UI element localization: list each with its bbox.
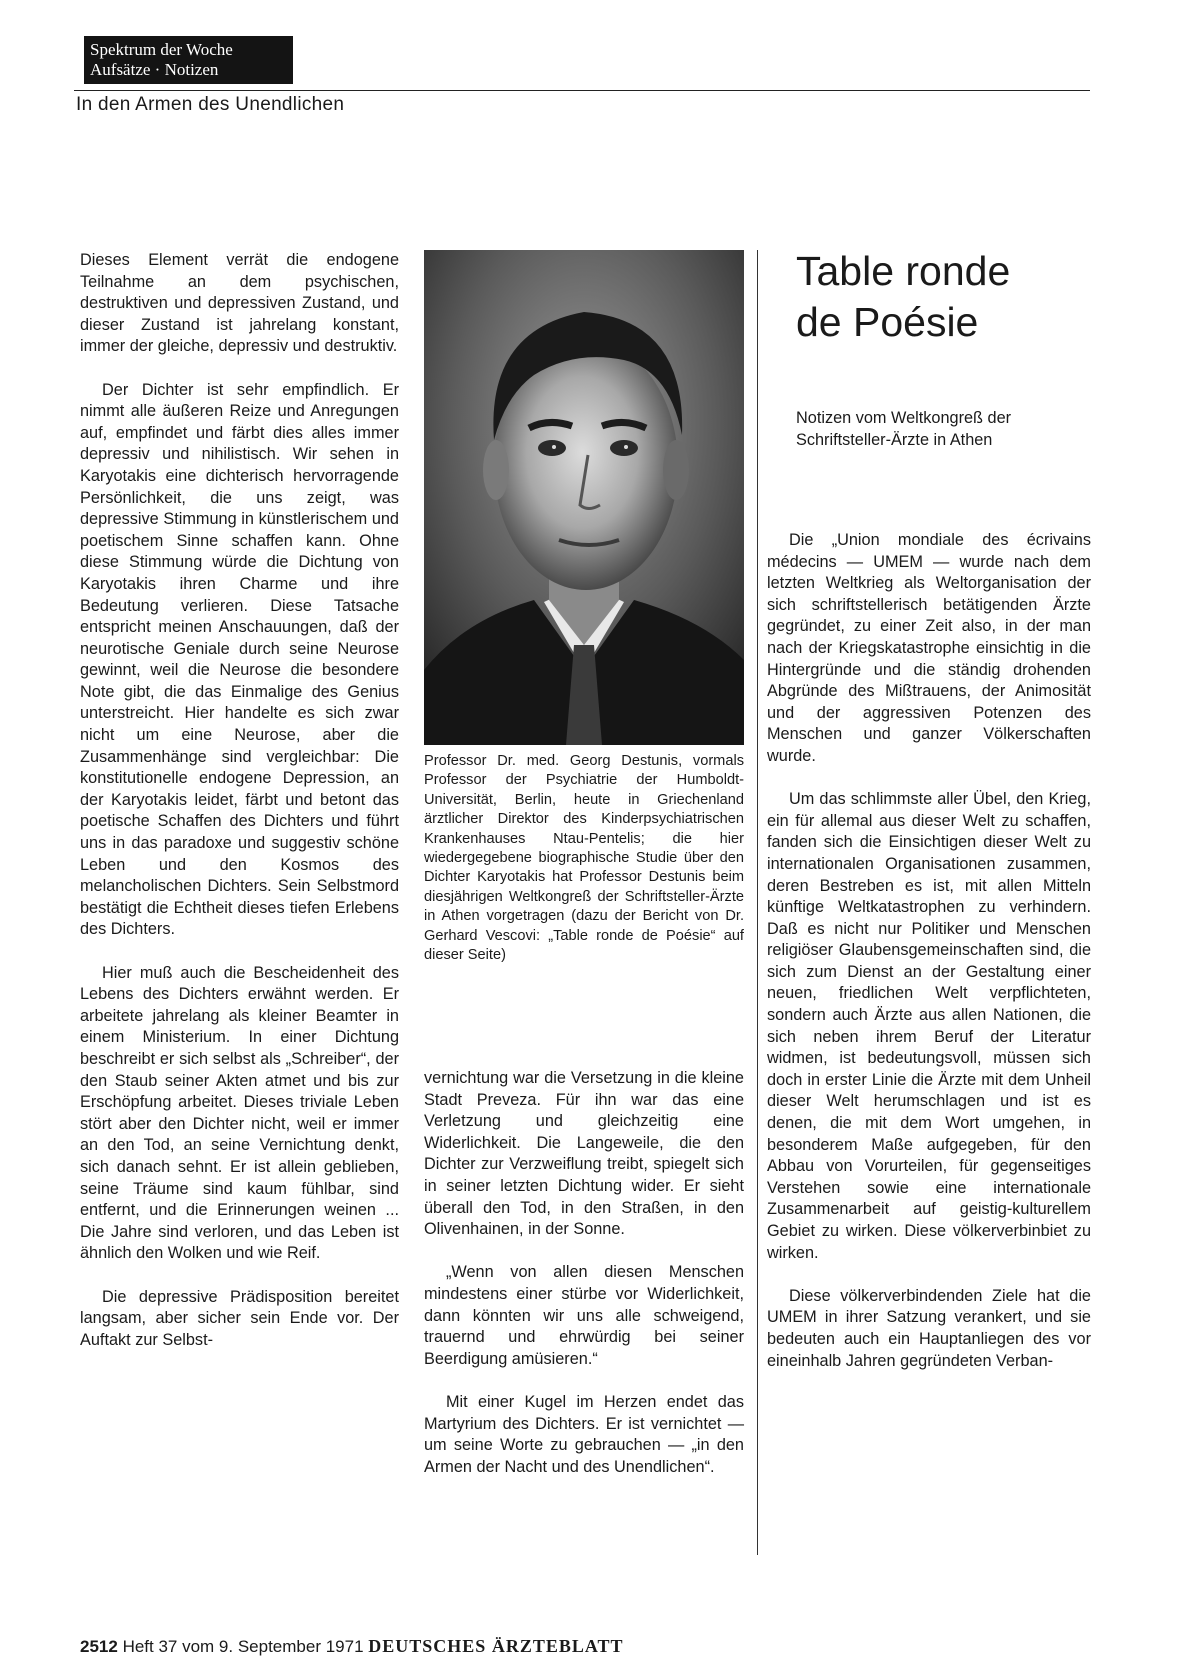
publication-name: DEUTSCHES ÄRZTEBLATT <box>368 1636 624 1656</box>
column1-paragraph: Dieses Element verrät die endogene Teilnahme an dem psychischen, destruktiven und depressiven Zustand, und dieser Zustand ist jahrelang konstant, immer der gleiche, depressiv und destruktiv. <box>80 251 399 356</box>
column-3 <box>767 530 1091 1394</box>
section-label-box <box>84 36 293 84</box>
column-divider <box>757 250 758 1555</box>
page-number: 2512 <box>80 1637 118 1656</box>
column2-paragraph: „Wenn von allen diesen Menschen mindestens einer stürbe vor Widerlichkeit, dann könnten wir uns alle schweigend, trauernd und ehrwürdig bei seiner Beerdigung amüsieren.“ <box>424 1263 744 1368</box>
photo-caption: Professor Dr. med. Georg Destunis, vormals Professor der Psychiatrie der Humboldt-Universität, Berlin, heute in Griechenland ärztlicher Direktor des Kinderpsychiatrischen Krankenhauses Ntau-Pentelis; die hier wiedergegebene biographische Studie über den Dichter Karyotakis hat Professor Destunis beim diesjährigen Weltkongreß der Schriftsteller-Ärzte in Athen vorgetragen (dazu der Bericht von Dr. Gerhard Vescovi: „Table ronde de Poésie“ auf dieser Seite) <box>424 753 744 964</box>
page-header-title: In den Armen des Unendlichen <box>76 94 345 115</box>
column1-paragraph: Der Dichter ist sehr empfindlich. Er nimmt alle äußeren Reize und Anregungen auf, empfindet und färbt dies alles immer depressiv und nihilistisch. Wir sehen in Karyotakis eine dichterisch hervorragende Persönlichkeit, die uns zeigt, was depressive Stimmung in künstlerischem und poetischem Sinne schaffen kann. Ohne diese Stimmung würde die Dichtung von Karyotakis ihren Charme und ihre Bedeutung verlieren. Diese Tatsache entspricht meinen Anschauungen, daß der neurotische Geniale durch seine Neurose gewinnt, weil die Neurose die besondere Note gibt, die das Einmalige des Genius unterstreicht. Hier handelte es sich zwar nicht um eine Neurose, aber die Zusammenhänge sind vergleichbar: Die konstitutionelle endogene Depression, an der Karyotakis leidet, färbt und betont das poetische Schaffen des Dichters und führt uns in das paradoxe und suggestiv schöne Leben und den Kosmos des melancholischen Dichters. Sein Selbstmord bestätigt die Echtheit dieses tiefen Erlebens des Dichters. <box>80 380 399 939</box>
portrait-photo <box>424 250 744 745</box>
column3-paragraph: Diese völkerverbindenden Ziele hat die UMEM in ihrer Satzung verankert, und sie bedeuten auch ein Hauptanliegen des vor eineinhalb Jahren gegründeten Verban- <box>767 1286 1091 1370</box>
section-label-line2: Aufsätze · Notizen <box>90 60 219 79</box>
column-1 <box>80 250 399 1373</box>
article-title-line1: Table ronde <box>796 248 1011 294</box>
column1-paragraph: Hier muß auch die Bescheidenheit des Lebens des Dichters erwähnt werden. Er arbeitete jahrelang als kleiner Beamter in einem Ministerium. In einer Dichtung beschreibt er sich selbst als „Schreiber“, der den Staub seiner Akten atmet und bis zur Erschöpfung arbeitet. Dieses triviale Leben stört aber den Dichter nicht, weil er immer an den Tod, an seine Vernichtung denkt, sich danach sehnt. Er ist allein geblieben, seine Träume sind kaum fühlbar, sind entfernt, und die Erinnerungen weinen ... Die Jahre sind verloren, und das Leben ist ähnlich den Wolken und wie Reif. <box>80 963 399 1263</box>
section-label-line1: Spektrum der Woche <box>90 40 233 59</box>
article-subtitle: Notizen vom Weltkongreß der Schriftsteller-Ärzte in Athen <box>796 409 1012 449</box>
article-title-line2: de Poésie <box>796 299 979 345</box>
issue-info: Heft 37 vom 9. September 1971 <box>122 1637 364 1656</box>
column3-paragraph: Die „Union mondiale des écrivains médecins — UMEM — wurde nach dem letzten Weltkrieg als Weltorganisation der sich schriftstellerisch betätigenden Ärzte gegründet, zu einer Zeit also, in der man nach der Kriegskatastrophe einsichtig in die Hintergründe und die ständig drohenden Abgründe des Mißtrauens, der Animosität und der aggressiven Potenzen des Menschen und ganzer Völkerschaften wurde. <box>767 531 1091 765</box>
column3-paragraph: Um das schlimmste aller Übel, den Krieg, ein für allemal aus dieser Welt zu schaffen, fanden sich die Einsichtigen dieser Welt zu internationalen Organisationen zusammen, deren Bestreben es ist, mit allen Mitteln künftige Weltkatastrophen zu verhindern. Daß es nicht nur Politiker und Menschen religiöser Glaubensgemeinschaften sind, die sich zum Dienst an der Gestaltung einer neuen, friedlichen Welt verpflichteten, sondern auch Ärzte aus allen Nationen, die sich neben ihrem Beruf der Literatur widmen, ist bedeutungsvoll, müssen sich doch in erster Linie die Ärzte mit dem Unheil dieser Welt herumschlagen und ist es denen, die mit dem Wort umgehen, in besonderem Maße aufgegeben, für den Abbau von Vorurteilen, für gegenseitiges Verstehen sowie eine internationale Zusammenarbeit auf geistig-kulturellem Gebiet zu wirken. Diese völkerverbinbiet zu wirken. <box>767 790 1091 1262</box>
page-footer <box>80 1636 624 1657</box>
column2-paragraph: Mit einer Kugel im Herzen endet das Martyrium des Dichters. Er ist vernichtet — um seine Worte zu gebrauchen — „in den Armen der Nacht und des Unendlichen“. <box>424 1392 744 1476</box>
column1-paragraph: Die depressive Prädisposition bereitet langsam, aber sicher sein Ende vor. Der Auftakt zur Selbst- <box>80 1287 399 1349</box>
column-2 <box>424 1068 744 1500</box>
column2-paragraph: vernichtung war die Versetzung in die kleine Stadt Preveza. Für ihn war das eine Verletzung und gleichzeitig eine Widerlichkeit. Die Langeweile, die den Dichter zur Verzweiflung treibt, spiegelt sich in seiner letzten Dichtung wider. Er sieht überall den Tod, in den Straßen, in den Olivenhainen, in der Sonne. <box>424 1069 744 1239</box>
portrait-image <box>424 250 744 745</box>
article-title <box>796 246 1086 348</box>
header-rule <box>74 90 1090 91</box>
